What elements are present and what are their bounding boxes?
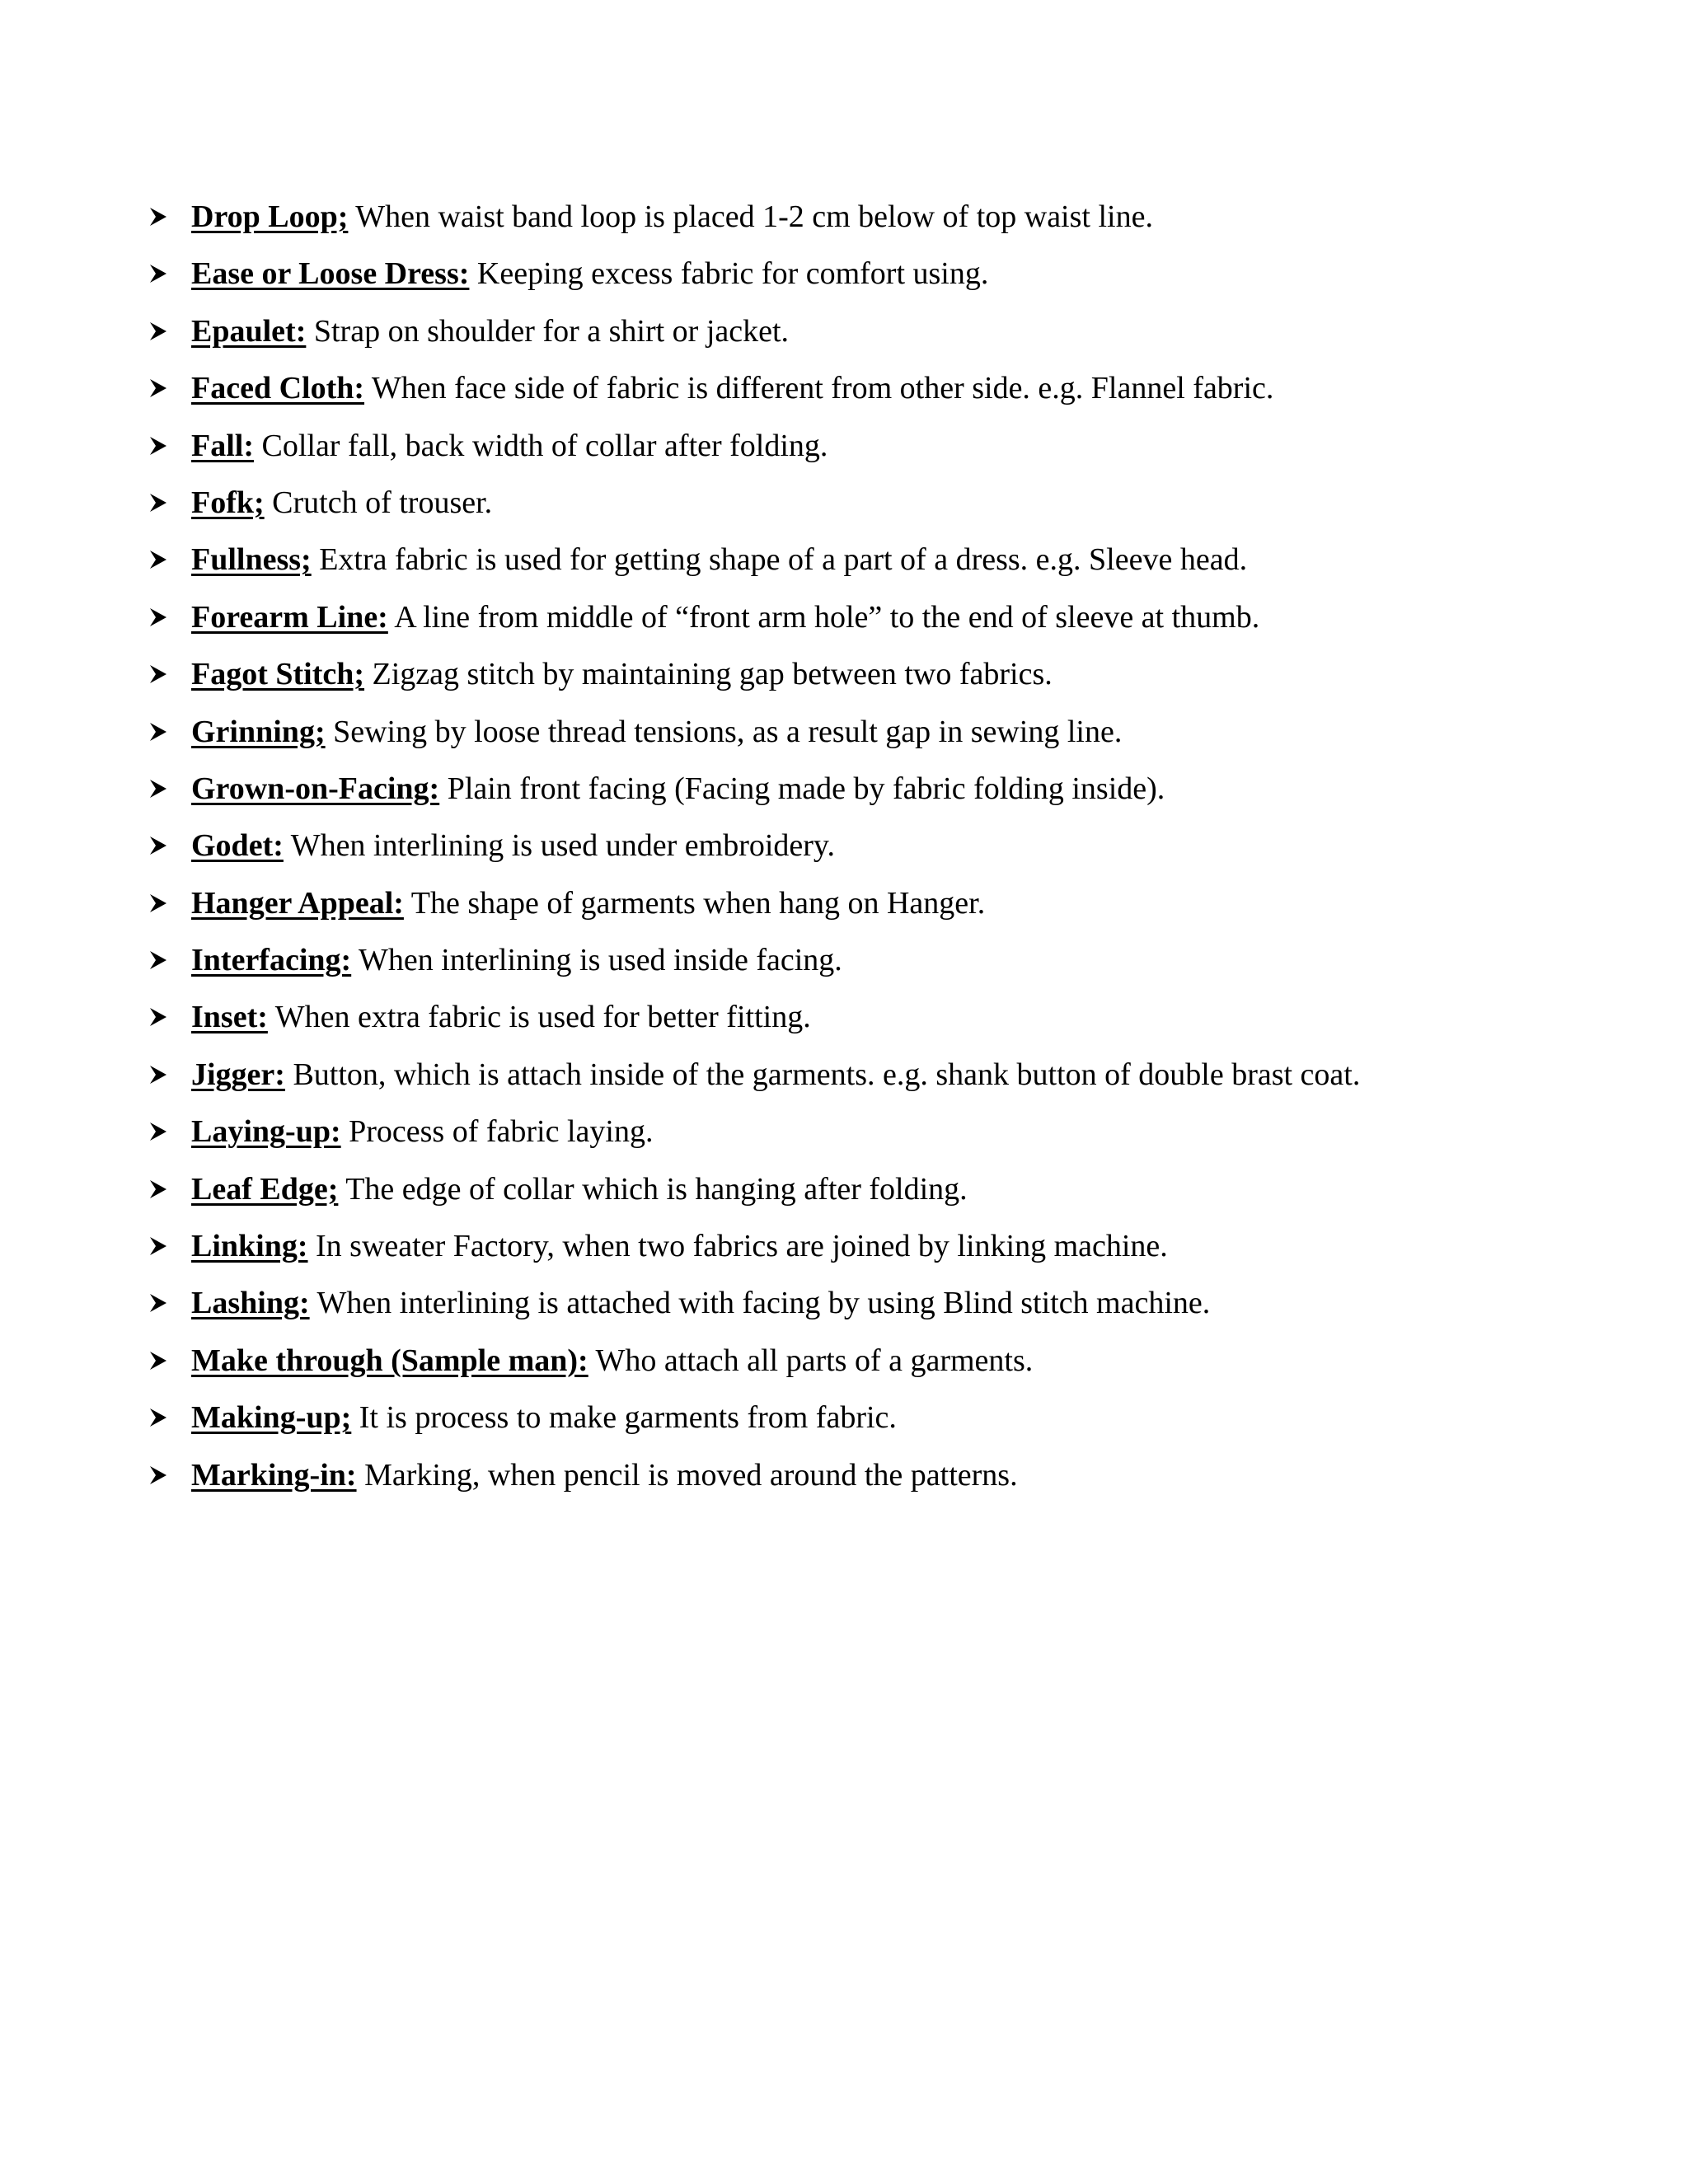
glossary-definition: When waist band loop is placed 1-2 cm below of top waist line. xyxy=(355,199,1153,234)
arrowhead-bullet-icon xyxy=(148,1106,171,1157)
glossary-definition: Who attach all parts of a garments. xyxy=(595,1343,1034,1378)
arrowhead-bullet-icon xyxy=(148,420,171,471)
glossary-definition: When interlining is attached with facing by using Blind stitch machine. xyxy=(316,1286,1211,1321)
glossary-definition: When face side of fabric is different from other side. e.g. Flannel fabric. xyxy=(371,371,1274,406)
list-item xyxy=(148,763,1632,820)
list-item xyxy=(148,1450,1632,1507)
glossary-term: Drop Loop; xyxy=(191,199,349,234)
glossary-term: Fofk; xyxy=(191,485,265,520)
glossary-definition: Strap on shoulder for a shirt or jacket. xyxy=(313,313,790,349)
glossary-definition: A line from middle of “front arm hole” to the end of sleeve at thumb. xyxy=(394,599,1260,635)
glossary-definition: Process of fabric laying. xyxy=(349,1114,654,1150)
glossary-definition: When extra fabric is used for better fitting. xyxy=(274,1000,811,1035)
list-item xyxy=(148,534,1632,591)
glossary-term: Godet: xyxy=(191,828,284,864)
arrowhead-bullet-icon xyxy=(148,1049,171,1100)
list-item xyxy=(148,1049,1632,1106)
glossary-definition: The shape of garments when hang on Hanger. xyxy=(410,885,986,921)
arrowhead-bullet-icon xyxy=(148,763,171,814)
arrowhead-bullet-icon xyxy=(148,248,171,299)
glossary-definition: Extra fabric is used for getting shape of a part of a dress. e.g. Sleeve head. xyxy=(319,542,1248,578)
arrowhead-bullet-icon xyxy=(148,820,171,871)
glossary-term: Grinning; xyxy=(191,714,326,749)
glossary-definition: It is process to make garments from fabric. xyxy=(359,1400,897,1436)
glossary-term: Interfacing: xyxy=(191,943,352,978)
arrowhead-bullet-icon xyxy=(148,991,171,1043)
list-item xyxy=(148,935,1632,991)
arrowhead-bullet-icon xyxy=(148,935,171,986)
arrowhead-bullet-icon xyxy=(148,1335,171,1386)
glossary-term: Forearm Line: xyxy=(191,599,388,635)
list-item xyxy=(148,1164,1632,1221)
list-item xyxy=(148,1221,1632,1277)
arrowhead-bullet-icon xyxy=(148,649,171,700)
glossary-term: Hanger Appeal: xyxy=(191,885,404,921)
arrowhead-bullet-icon xyxy=(148,477,171,528)
glossary-definition: When interlining is used inside facing. xyxy=(359,943,842,978)
glossary-term: Ease or Loose Dress: xyxy=(191,256,470,292)
glossary-definition: Collar fall, back width of collar after folding. xyxy=(261,428,828,463)
glossary-term: Linking: xyxy=(191,1229,308,1264)
glossary-definition: Keeping excess fabric for comfort using. xyxy=(476,256,989,292)
arrowhead-bullet-icon xyxy=(148,878,171,929)
list-item xyxy=(148,477,1632,534)
list-item xyxy=(148,420,1632,477)
list-item xyxy=(148,991,1632,1048)
glossary-term: Faced Cloth: xyxy=(191,371,365,406)
glossary-term: Making-up; xyxy=(191,1400,352,1436)
glossary-definition: The edge of collar which is hanging after folding. xyxy=(345,1171,968,1207)
glossary-definition: Marking, when pencil is moved around the patterns. xyxy=(364,1457,1018,1493)
arrowhead-bullet-icon xyxy=(148,1164,171,1215)
arrowhead-bullet-icon xyxy=(148,706,171,757)
glossary-term: Fall: xyxy=(191,428,254,463)
list-item xyxy=(148,649,1632,705)
glossary-definition: Plain front facing (Facing made by fabric folding inside). xyxy=(447,771,1165,806)
arrowhead-bullet-icon xyxy=(148,1392,171,1443)
arrowhead-bullet-icon xyxy=(148,1450,171,1501)
list-item xyxy=(148,592,1632,649)
glossary-term: Marking-in: xyxy=(191,1457,357,1493)
list-item xyxy=(148,363,1632,419)
list-item xyxy=(148,248,1632,305)
glossary-definition: Zigzag stitch by maintaining gap between two fabrics. xyxy=(372,657,1053,692)
list-item xyxy=(148,1335,1632,1392)
list-item xyxy=(148,191,1632,248)
glossary-term: Epaulet: xyxy=(191,313,307,349)
list-item xyxy=(148,1392,1632,1449)
list-item xyxy=(148,306,1632,363)
glossary-definition: In sweater Factory, when two fabrics are joined by linking machine. xyxy=(316,1229,1168,1264)
glossary-definition: Sewing by loose thread tensions, as a result gap in sewing line. xyxy=(333,714,1123,749)
glossary-term: Jigger: xyxy=(191,1057,285,1092)
list-item xyxy=(148,820,1632,877)
glossary-term: Leaf Edge; xyxy=(191,1171,339,1207)
glossary-term: Make through (Sample man): xyxy=(191,1343,588,1378)
arrowhead-bullet-icon xyxy=(148,592,171,643)
glossary-term: Lashing: xyxy=(191,1286,310,1321)
list-item xyxy=(148,706,1632,763)
arrowhead-bullet-icon xyxy=(148,534,171,585)
arrowhead-bullet-icon xyxy=(148,363,171,414)
glossary-term: Laying-up: xyxy=(191,1114,341,1150)
arrowhead-bullet-icon xyxy=(148,1277,171,1329)
glossary-term: Grown-on-Facing: xyxy=(191,771,440,806)
arrowhead-bullet-icon xyxy=(148,306,171,357)
glossary-definition: Button, which is attach inside of the garments. e.g. shank button of double brast coat. xyxy=(293,1057,1361,1092)
list-item xyxy=(148,878,1632,935)
glossary-definition: When interlining is used under embroidery. xyxy=(290,828,835,864)
glossary-term: Fullness; xyxy=(191,542,312,578)
glossary-term: Inset: xyxy=(191,1000,268,1035)
arrowhead-bullet-icon xyxy=(148,1221,171,1272)
list-item xyxy=(148,1106,1632,1163)
arrowhead-bullet-icon xyxy=(148,191,171,242)
glossary-term: Fagot Stitch; xyxy=(191,657,365,692)
glossary-definition: Crutch of trouser. xyxy=(272,485,493,520)
list-item xyxy=(148,1277,1632,1334)
glossary-list xyxy=(148,191,1632,1507)
